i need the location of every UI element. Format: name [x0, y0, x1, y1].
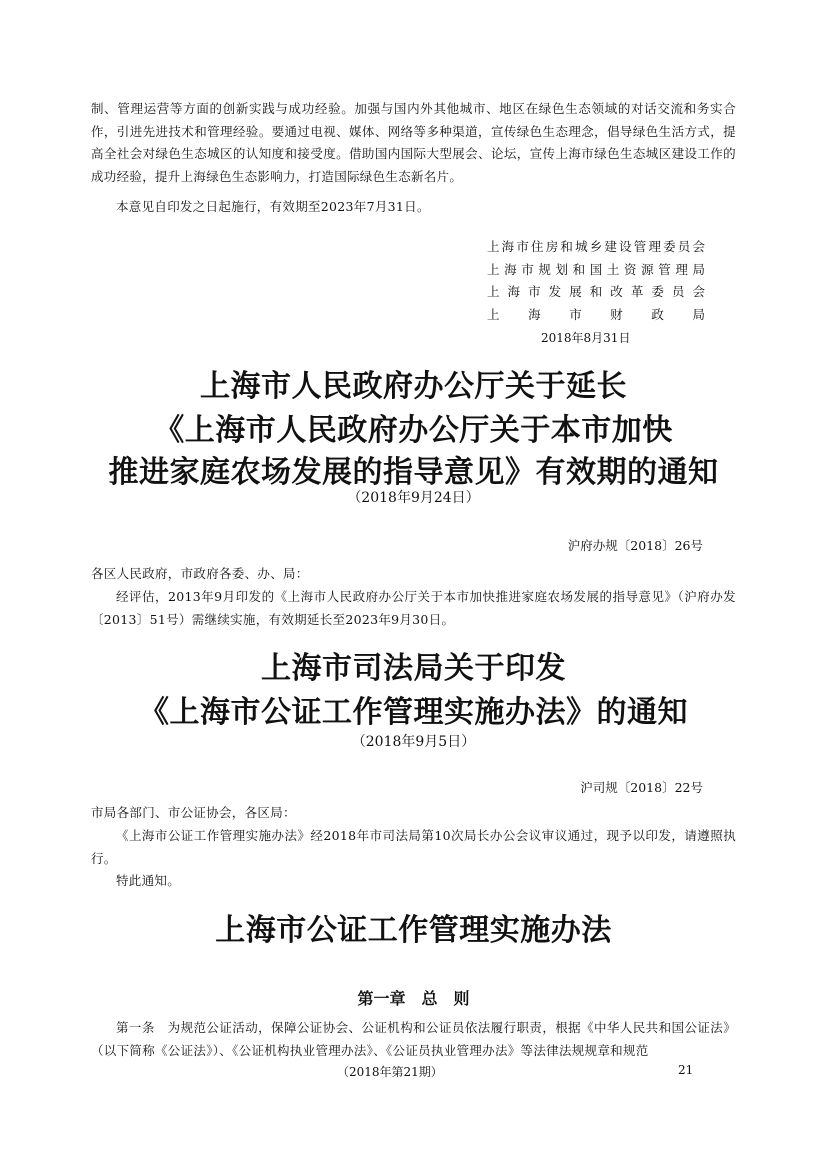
- notice2-closing: 特此通知。: [116, 873, 181, 888]
- effective-date-paragraph: 本意见自印发之日起施行，有效期至2023年7月31日。: [116, 199, 430, 214]
- signature-line: 上海市财政局: [487, 306, 705, 322]
- notice2-addressee: 市局各部门、市公证协会，各区局：: [91, 805, 296, 820]
- notice1-title-line: 推进家庭农场发展的指导意见》有效期的通知: [108, 455, 719, 490]
- regulation-title: 上海市公证工作管理实施办法: [215, 913, 612, 948]
- notice2-body: 《上海市公证工作管理实施办法》经2018年市司法局第10次局长办公会议审议通过，现予以印发，请遵照执行。: [91, 828, 736, 866]
- page-number: 21: [678, 1063, 694, 1077]
- notice1-date: （2018年9月24日）: [347, 490, 480, 506]
- notice1-addressee: 各区人民政府，市政府各委、办、局：: [91, 566, 309, 581]
- signature-line: 上海市发展和改革委员会: [487, 284, 705, 299]
- notice1-doc-number: 沪府办规〔2018〕26号: [567, 538, 703, 553]
- issue-number: （2018年第21期）: [337, 1065, 443, 1079]
- chapter-heading: 第一章 总 则: [357, 989, 470, 1008]
- continued-paragraph: 制、管理运营等方面的创新实践与成功经验。加强与国内外其他城市、地区在绿色生态领域的对话交流和务实合作，引进先进技术和管理经验。要通过电视、媒体、网络等多种渠道，宣传绿色生态理念，倡导绿色生活方式，提高全社会对绿色生态城区的认知度和接受度。借助国内国际大型展会、论坛，宣传上海市绿色生态城区建设工作的成功经验，提升上海绿色生态影响力，打造国际绿色生态新名片。: [91, 101, 736, 184]
- signature-line: 上海市住房和城乡建设管理委员会: [487, 239, 705, 254]
- notice1-title-line: 《上海市人民政府办公厅关于本市加快: [154, 413, 673, 448]
- article-1: 第一条 为规范公证活动，保障公证协会、公证机构和公证员依法履行职责，根据《中华人民共和国公证法》（以下简称《公证法》）、《公证机构执业管理办法》、《公证员执业管理办法》等法律法规规章和规范: [91, 1020, 736, 1058]
- notice1-title-line: 上海市人民政府办公厅关于延长: [200, 369, 627, 404]
- signature-block: [487, 236, 705, 326]
- signature-date: 2018年8月31日: [541, 331, 631, 345]
- notice2-date: （2018年9月5日）: [351, 734, 476, 750]
- signature-line: 上海市规划和国土资源管理局: [487, 261, 705, 277]
- notice2-doc-number: 沪司规〔2018〕22号: [580, 780, 703, 795]
- notice2-title-line: 《上海市公证工作管理实施办法》的通知: [139, 695, 688, 730]
- notice2-title-line: 上海市司法局关于印发: [261, 651, 566, 686]
- notice1-body: 经评估，2013年9月印发的《上海市人民政府办公厅关于本市加快推进家庭农场发展的指导意见》（沪府办发〔2013〕51号）需继续实施，有效期延长至2023年9月30日。: [91, 589, 736, 627]
